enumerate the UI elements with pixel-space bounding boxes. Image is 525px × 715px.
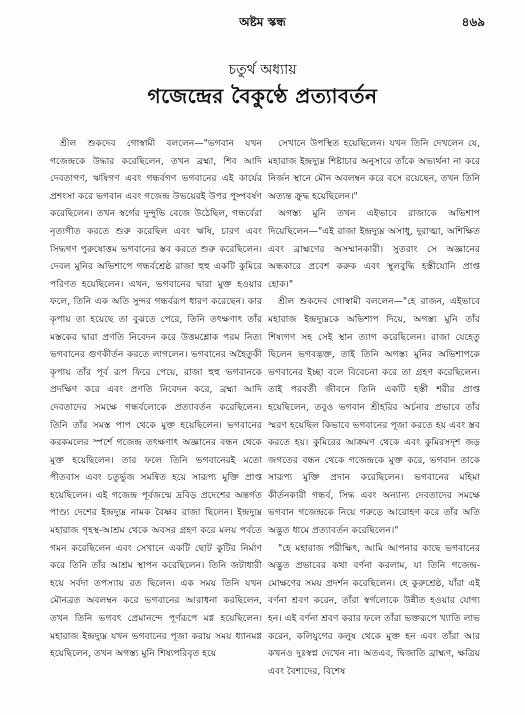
chapter-label: চতুর্থ অধ্যায় bbox=[228, 62, 297, 78]
chapter-title: গজেন্দ্রের বৈকুণ্ঠে প্রত্যাবর্তন bbox=[147, 84, 378, 108]
paragraph: সেখানে উপস্থিত হয়েছিলেন। যখন তিনি দেখলেন যে, মহারাজ ইন্দ্রদ্যুম্ন শিষ্টাচার অনুসারে তাঁকে অভ্যর্থনা না করে নির্জন স্থানে মৌন অবলম্বন করে বসে রয়েছেন, তখন তিনি অত্যন্ত ক্রুদ্ধ হয়েছিলেন।" bbox=[268, 138, 480, 202]
right-column bbox=[268, 135, 480, 705]
paragraph: অগস্ত্য মুনি তখন এইভাবে রাজাকে অভিশাপ দিয়েছিলেন—"এই রাজা ইন্দ্রদ্যুম্ন অসাধু, দুরাত্মা, অশিক্ষিত এবং ব্রাহ্মণের অসম্মানকারী। সুতরাং সে অজ্ঞানের অন্ধকারে প্রবেশ করুক এবং স্থূলবুদ্ধি হস্তীযোনি প্রাপ্ত হোক।" bbox=[268, 208, 480, 290]
page-number: ৪৬৯ bbox=[461, 15, 485, 29]
paragraph: "হে মহারাজ পরীক্ষিৎ, আমি আপনার কাছে ভগবানের অদ্ভুত প্রভাবের কথা বর্ণনা করলাম, যা তিনি গজেন্দ্র-মোক্ষণের সময় প্রদর্শন করেছিলেন। হে কুরুশ্রেষ্ঠ, যাঁরা এই বর্ণনা শ্রবণ করেন, তাঁরা স্বর্গলোকে উন্নীত হওয়ার যোগ্য হন। এই বর্ণনা শ্রবণ করার ফলে তাঁরা ভক্তরূপে খ্যাতি লাভ করেন, কলিযুগের কলুষ থেকে মুক্ত হন এবং তাঁরা আর কখনও দুঃস্বপ্ন দেখেন না। অতএব, দ্বিজাতি ব্রাহ্মণ, ক্ষত্রিয় এবং বৈশ্যদের, বিশেষ bbox=[268, 542, 480, 677]
paragraph: শ্রীল শুকদেব গোস্বামী বললেন—"ভগবান যখন গজেন্দ্রকে উদ্ধার করেছিলেন, তখন ব্রহ্মা, শিব আদি দেবতাগণ, ঋষিগণ এবং গন্ধর্বগণ ভগবানের এই কার্যের প্রশংসা করে ভগবান এবং গজেন্দ্র উভয়েরই উপর পুষ্পবর্ষণ করেছিলেন। তখন স্বর্গের দুন্দুভি বেজে উঠেছিল, গন্ধর্বেরা নৃত্যগীত করতে শুরু করেছিল এবং ঋষি, চারণ এবং সিদ্ধগণ পুরুষোত্তম ভগবানের স্তব করতে শুরু করেছিলেন। দেবল মুনির অভিশাপে গন্ধর্বশ্রেষ্ঠ রাজা হুহু একটি কুমিরে পরিণত হয়েছিলেন। এখন, ভগবানের দ্বারা মুক্ত হওয়ার ফলে, তিনি এক অতি সুন্দর গন্ধর্বরূপ ধারণ করেছেন। কার কৃপায় তা হয়েছে তা বুঝতে পেরে, তিনি তৎক্ষণাৎ তাঁর মস্তকের দ্বারা প্রণতি নিবেদন করে উত্তমশ্লোক পরম নিত্য ভগবানের গুণকীর্তন করতে লাগলেন। ভগবানের অহৈতুকী কৃপায় তাঁর পূর্ব রূপ ফিরে পেয়ে, রাজা হুহু ভগবানকে প্রদক্ষিণ করে এবং প্রণতি নিবেদন করে, ব্রহ্মা আদি দেবতাদের সমক্ষে গন্ধর্বলোকে প্রত্যাবর্তন করেছিলেন। তিনি তাঁর সমস্ত পাপ থেকে মুক্ত হয়েছিলেন। ভগবানের করকমলের স্পর্শে গজেন্দ্র তৎক্ষণাৎ অজ্ঞানের বন্ধন থেকে মুক্ত হয়েছিলেন। তার ফলে তিনি ভগবানেরই মতো পীতবাস এবং চতুর্ভুজ সমন্বিত হয়ে সারূপ্য মুক্তি প্রাপ্ত হয়েছিলেন। এই গজেন্দ্র পূর্বজন্মে দ্রবিড় প্রদেশের অন্তর্গত পাণ্ড্য দেশের ইন্দ্রদ্যুম্ন নামক বৈষ্ণব রাজা ছিলেন। ইন্দ্রদ্যুম্ন মহারাজ গৃহস্থ-আশ্রম থেকে অবসর গ্রহণ করে মলয় পর্বতে গমন করেছিলেন এবং সেখানে একটি ছোট কুটির নির্মাণ করে তিনি তাঁর আশ্রম স্থাপন করেছিলেন। তিনি জটাধারী হয়ে সর্বদা তপস্যায় রত ছিলেন। এক সময় তিনি যখন মৌনব্রত অবলম্বন করে ভগবানের আরাধনা করছিলেন, তখন তিনি ভগবৎ প্রেমানন্দে পূর্ণরূপে মগ্ন হয়েছিলেন। মহারাজ ইন্দ্রদ্যুম্ন যখন ভগবানের পূজা করায় সময় ধ্যানমগ্ন হয়েছিলেন, তখন অগস্ত্য মুনি শিষ্যপরিবৃত হয়ে bbox=[50, 138, 262, 660]
paragraph: শ্রীল শুকদেব গোস্বামী বললেন—"হে রাজন, এইভাবে মহারাজ ইন্দ্রদ্যুম্নকে অভিশাপ দিয়ে, অগস্ত্য মুনি তাঁর শিষ্যগণ সহ সেই স্থান ত্যাগ করেছিলেন। রাজা যেহেতু ছিলেন ভগবদ্ভক্ত, তাই তিনি অগস্ত্য মুনির অভিশাপকে ভগবানের ইচ্ছা বলে বিবেচনা করে তা গ্রহণ করেছিলেন। তাই পরবর্তী জীবনে তিনি একটি হস্তী শরীর প্রাপ্ত হয়েছিলেন, তবুও ভগবান শ্রীহরির অর্চনার প্রভাবে তাঁর স্মরণ হয়েছিল কিভাবে ভগবানের পূজা করতে হয় এবং স্তব করতে হয়। কুমিরের আক্রমণ থেকে এবং কুমিরসদৃশ জড় জগতের বন্ধন থেকে গজেন্দ্রকে মুক্ত করে, ভগবান তাকে সারূপ্য মুক্তি প্রদান করেছিলেন। ভগবানের মহিমা কীর্তনকারী গন্ধর্ব, সিদ্ধ এবং অন্যান্য দেবতাদের সমক্ষে ভগবান গজেন্দ্রকে নিয়ে গরুড়ে আরোহণ করে তাঁর অতি অদ্ভুত ধামে প্রত্যাবর্তন করেছিলেন।" bbox=[268, 296, 480, 537]
left-column bbox=[50, 135, 262, 705]
page-header bbox=[0, 14, 525, 34]
running-head: অষ্টম স্কন্ধ bbox=[239, 15, 286, 29]
